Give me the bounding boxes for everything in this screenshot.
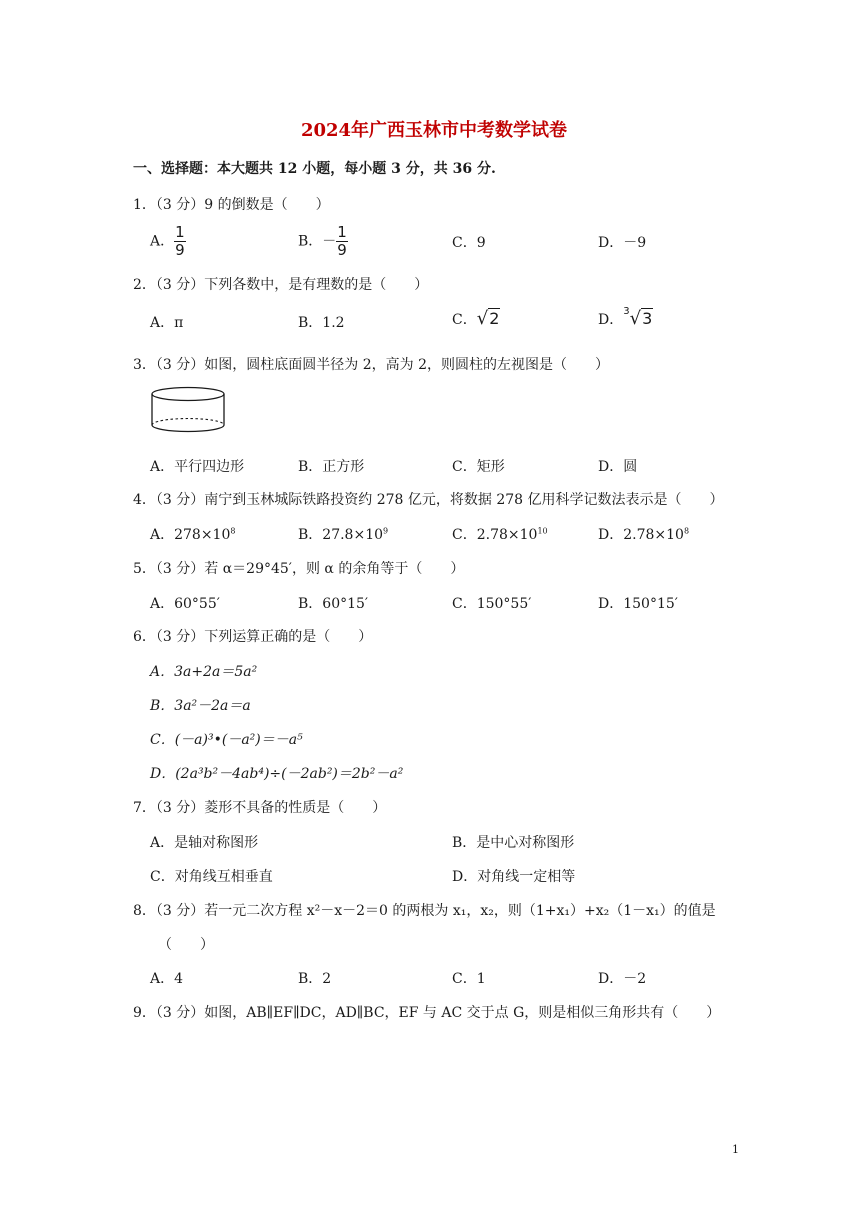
cube-root: $^3$√3 — [623, 306, 653, 329]
q3-option-b[interactable]: B．正方形 — [298, 459, 365, 475]
q5-option-b[interactable]: B．60°15′ — [298, 596, 369, 612]
page-number: 1 — [732, 1143, 739, 1156]
question-6-stem: 6．（3 分）下列运算正确的是（ ） — [133, 629, 373, 645]
q4-option-a[interactable]: A．$278\times 10^8$ — [150, 526, 236, 543]
q7-option-d[interactable]: D．对角线一定相等 — [452, 869, 576, 885]
cylinder-figure — [148, 385, 228, 437]
q8-option-d[interactable]: D．－2 — [598, 971, 647, 987]
q7-option-a[interactable]: A．是轴对称图形 — [150, 835, 259, 851]
q1-option-d[interactable]: D．－9 — [598, 235, 647, 251]
q6-option-c[interactable]: C．(－a)³•(－a²)＝－a⁵ — [150, 732, 303, 748]
q8-option-c[interactable]: C．1 — [452, 971, 486, 987]
q4-option-d[interactable]: D．$2.78\times 10^8$ — [598, 526, 690, 543]
question-9-stem: 9．（3 分）如图，AB∥EF∥DC，AD∥BC，EF 与 AC 交于点 G，则是相似三角形共有（ ） — [133, 1005, 721, 1021]
q3-option-c[interactable]: C．矩形 — [452, 459, 505, 475]
question-8-stem: 8．（3 分）若一元二次方程 x²－x－2＝0 的两根为 x₁，x₂，则（1+x₁）+x₂（1－x₁）的值是 — [133, 903, 716, 919]
fraction: $\frac{1}{9}$ — [337, 223, 347, 259]
q5-option-a[interactable]: A．60°55′ — [150, 596, 220, 612]
q7-option-c[interactable]: C．对角线互相垂直 — [150, 869, 273, 885]
q6-option-b[interactable]: B．3a²－2a＝a — [150, 698, 251, 714]
q4-option-c[interactable]: C．$2.78\times 10^{10}$ — [452, 526, 548, 543]
q3-option-a[interactable]: A．平行四边形 — [150, 459, 245, 475]
section-heading: 一、选择题：本大题共 12 小题，每小题 3 分，共 36 分. — [133, 161, 496, 177]
q2-option-a[interactable]: A．π — [150, 315, 184, 331]
q1-option-a[interactable]: A． $\frac{1}{9}$ — [150, 223, 185, 259]
q8-option-a[interactable]: A．4 — [150, 971, 184, 987]
q2-option-d[interactable]: D．$^3$√3 — [598, 306, 653, 329]
question-2-stem: 2．（3 分）下列各数中，是有理数的是（ ） — [133, 277, 429, 293]
question-3-stem: 3．（3 分）如图，圆柱底面圆半径为 2，高为 2，则圆柱的左视图是（ ） — [133, 357, 609, 373]
q6-option-d[interactable]: D．(2a³b²－4ab⁴)÷(－2ab²)＝2b²－a² — [150, 766, 404, 782]
q5-option-c[interactable]: C．150°55′ — [452, 596, 532, 612]
question-8-answer-blank: （ ） — [158, 937, 214, 953]
q5-option-d[interactable]: D．150°15′ — [598, 596, 678, 612]
question-1-stem: 1．（3 分）9 的倒数是（ ） — [133, 197, 330, 213]
question-4-stem: 4．（3 分）南宁到玉林城际铁路投资约 278 亿元，将数据 278 亿用科学记数法表示是（ ） — [133, 492, 724, 508]
q6-option-a[interactable]: A．3a+2a＝5a² — [150, 664, 258, 680]
question-7-stem: 7．（3 分）菱形不具备的性质是（ ） — [133, 800, 387, 816]
q8-option-b[interactable]: B．2 — [298, 971, 332, 987]
exam-title: 2024年广西玉林市中考数学试卷 — [300, 120, 568, 141]
q7-option-b[interactable]: B．是中心对称图形 — [452, 835, 575, 851]
q2-option-c[interactable]: C．√2 — [452, 308, 500, 329]
q4-option-b[interactable]: B．$27.8\times 10^9$ — [298, 526, 389, 543]
q2-option-b[interactable]: B．1.2 — [298, 315, 345, 331]
q1-option-c[interactable]: C．9 — [452, 235, 486, 251]
q1-option-b[interactable]: B．－ $\frac{1}{9}$ — [298, 223, 347, 259]
q3-option-d[interactable]: D．圆 — [598, 459, 638, 475]
square-root: √2 — [476, 308, 500, 329]
fraction: $\frac{1}{9}$ — [175, 223, 185, 259]
question-5-stem: 5．（3 分）若 α＝29°45′，则 α 的余角等于（ ） — [133, 561, 465, 577]
